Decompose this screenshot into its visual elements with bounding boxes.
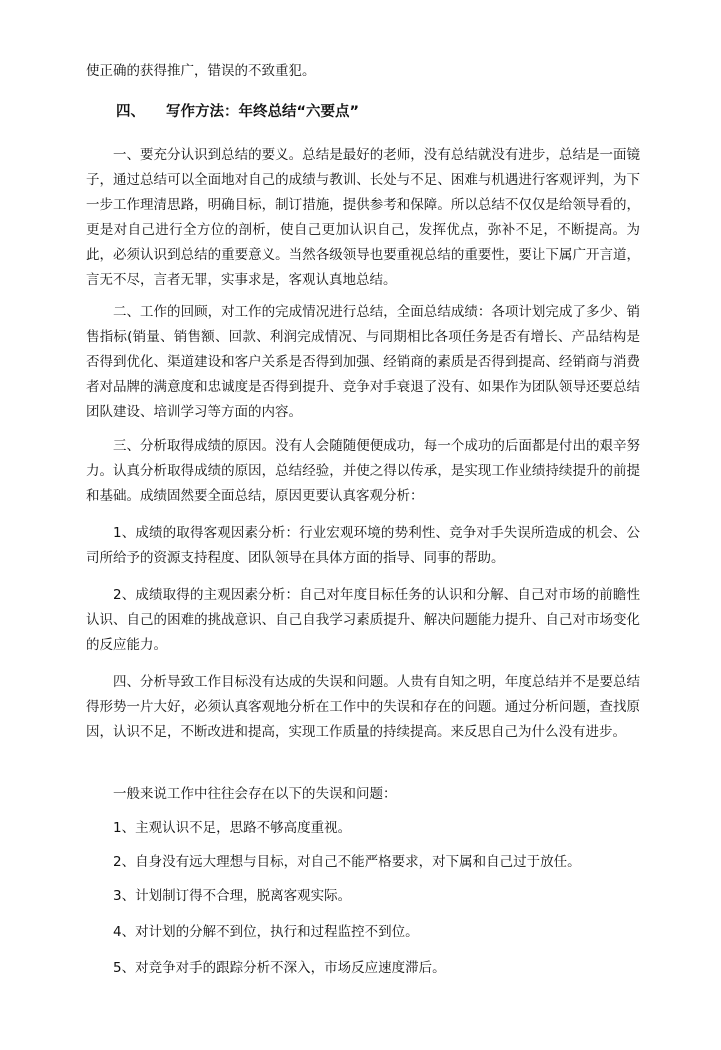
section-heading <box>116 100 359 124</box>
intro-tail-text: 使正确的获得推广，错误的不致重犯。 <box>86 63 316 79</box>
paragraph-5: 2、成绩取得的主观因素分析：自己对年度目标任务的认识和分解、自己对市场的前瞻性认识、自己的困难的挑战意识、自己自我学习素质提升、解决问题能力提升、自己对市场变化的反应能力。 <box>86 587 640 653</box>
paragraph-6: 四、分析导致工作目标没有达成的失误和问题。人贵有自知之明，年度总结并不是要总结得形势一片大好，必须认真客观地分析在工作中的失误和存在的问题。通过分析问题，查找原因，认识不足，不断改进和提高，实现工作质量的持续提高。来反思自己为什么没有进步。 <box>86 674 640 740</box>
section-number: 四、 <box>116 104 145 120</box>
paragraph-7: 一般来说工作中往往会存在以下的失误和问题： <box>113 786 397 802</box>
paragraph-1: 一、要充分认识到总结的要义。总结是最好的老师，没有总结就没有进步，总结是一面镜子，通过总结可以全面地对自己的成绩与教训、长处与不足、困难与机遇进行客观评判，为下一步工作理清思路，明确目标，制订措施，提供参考和保障。所以总结不仅仅是给领导看的，更是对自己进行全方位的剖析，使自己更加认识自己，发挥优点，弥补不足，不断提高。为此，必须认识到总结的重要意义。当然各级领导也要重视总结的重要性，要让下属广开言道，言无不尽，言者无罪，实事求是，客观认真地总结。 <box>86 147 640 288</box>
list-item-5: 5、对竞争对手的跟踪分析不深入，市场反应速度滞后。 <box>113 960 446 976</box>
list-item-4: 4、对计划的分解不到位，执行和过程监控不到位。 <box>113 924 419 940</box>
paragraph-4: 1、成绩的取得客观因素分析：行业宏观环境的势利性、竞争对手失误所造成的机会、公司所给予的资源支持程度、团队领导在具体方面的指导、同事的帮助。 <box>86 525 640 566</box>
list-item-3: 3、计划制订得不合理，脱离客观实际。 <box>113 888 352 904</box>
section-title: 写作方法：年终总结“六要点” <box>166 104 360 120</box>
paragraph-3: 三、分析取得成绩的原因。没有人会随随便便成功，每一个成功的后面都是付出的艰辛努力。认真分析取得成绩的原因，总结经验，并使之得以传承，是实现工作业绩持续提升的前提和基础。成绩固然要全面总结，原因更要认真客观分析： <box>86 438 640 504</box>
list-item-2: 2、自身没有远大理想与目标，对自己不能严格要求，对下属和自己过于放任。 <box>113 854 581 870</box>
paragraph-2: 二、工作的回顾，对工作的完成情况进行总结，全面总结成绩：各项计划完成了多少、销售指标(销量、销售额、回款、利润完成情况、与同期相比各项任务是否有增长、产品结构是否得到优化、渠道建设和客户关系是否得到加强、经销商的素质是否得到提高、经销商与消费者对品牌的满意度和忠诚度是否得到提升、竞争对手衰退了没有、如果作为团队领导还要总结团队建设、培训学习等方面的内容。 <box>86 304 640 420</box>
list-item-1: 1、主观认识不足，思路不够高度重视。 <box>113 820 352 836</box>
